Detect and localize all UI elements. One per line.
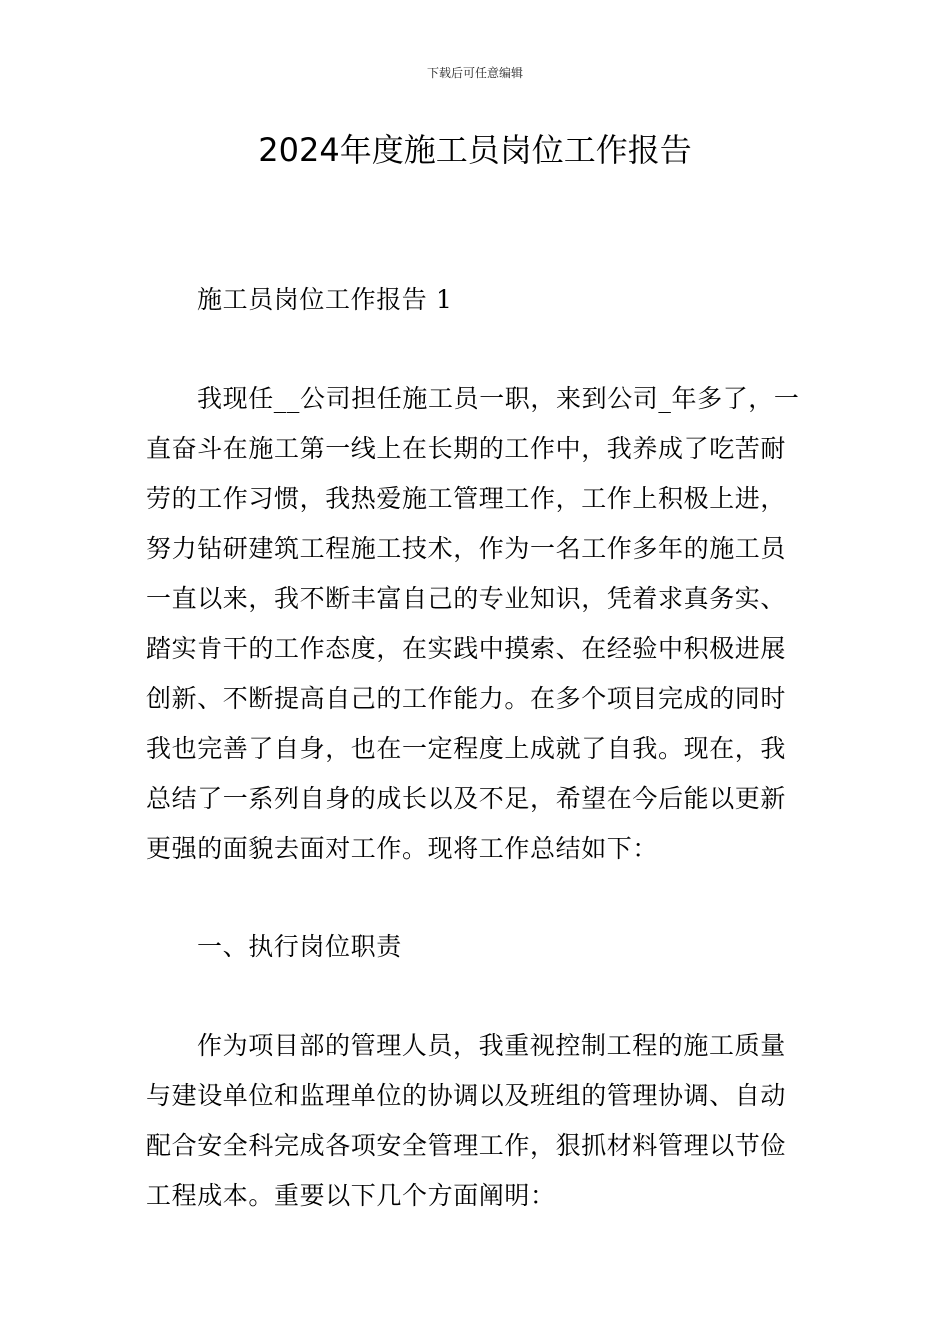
- section-heading: 施工员岗位工作报告 1: [197, 285, 453, 314]
- paragraph-line: 踏实肯干的工作态度，在实践中摸索、在经验中积极进展: [146, 634, 787, 663]
- header-note: 下载后可任意编辑: [426, 66, 523, 80]
- paragraph-line: 直奋斗在施工第一线上在长期的工作中，我养成了吃苦耐: [146, 434, 787, 463]
- paragraph-line: 更强的面貌去面对工作。现将工作总结如下：: [146, 834, 659, 863]
- paragraph-line: 我现任__公司担任施工员一职，来到公司_年多了，一: [197, 384, 800, 413]
- paragraph-line: 工程成本。重要以下几个方面阐明：: [146, 1181, 556, 1210]
- paragraph-line: 配合安全科完成各项安全管理工作，狠抓材料管理以节俭: [146, 1131, 787, 1160]
- document-title: 2024年度施工员岗位工作报告: [258, 131, 692, 169]
- paragraph-line: 作为项目部的管理人员，我重视控制工程的施工质量: [197, 1031, 786, 1060]
- paragraph-line: 劳的工作习惯，我热爱施工管理工作，工作上积极上进，: [146, 484, 787, 513]
- paragraph-line: 总结了一系列自身的成长以及不足，希望在今后能以更新: [146, 784, 787, 813]
- paragraph-line: 我也完善了自身，也在一定程度上成就了自我。现在，我: [146, 734, 787, 763]
- paragraph-line: 创新、不断提高自己的工作能力。在多个项目完成的同时: [146, 684, 787, 713]
- paragraph-line: 与建设单位和监理单位的协调以及班组的管理协调、自动: [146, 1081, 787, 1110]
- subheading-duties: 一、执行岗位职责: [197, 932, 402, 961]
- paragraph-line: 一直以来，我不断丰富自己的专业知识，凭着求真务实、: [146, 584, 787, 613]
- paragraph-line: 努力钻研建筑工程施工技术，作为一名工作多年的施工员: [146, 534, 787, 563]
